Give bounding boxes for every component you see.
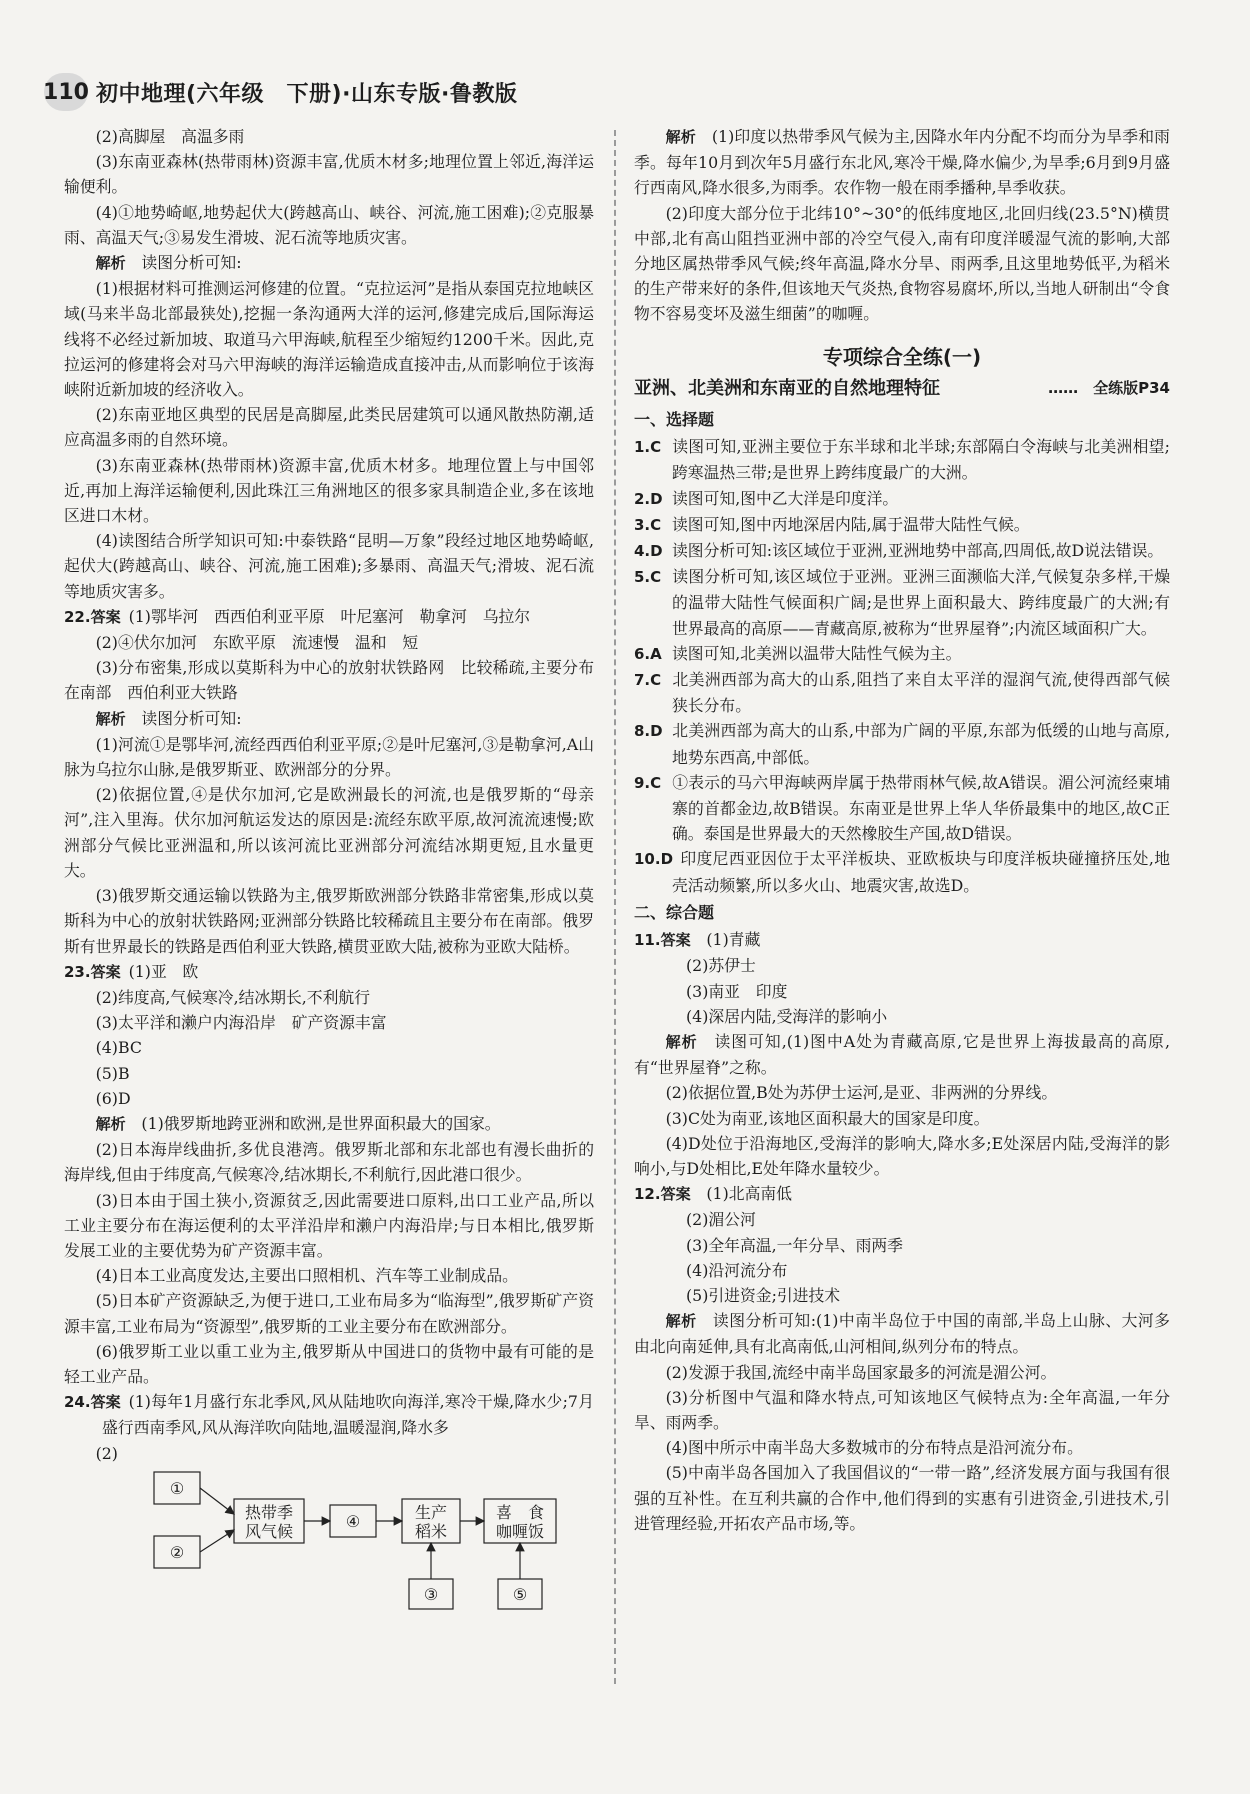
flow-diagram: [144, 1466, 564, 1616]
analysis-line: (4)图中所示中南半岛大多数城市的分布特点是沿河流分布。: [665, 1438, 1083, 1458]
analysis-line: (5)日本矿产资源缺乏,为便于进口,工业布局多为“临海型”,俄罗斯矿产资源丰富,工业布局为“资源型”,俄罗斯的工业主要分布在欧洲部分。: [64, 1291, 594, 1336]
diagram-label-3: ③: [423, 1584, 439, 1604]
diagram-label-climate-1: 热带季: [244, 1502, 294, 1522]
choice-answer: 2.D 读图可知,图中乙大洋是印度洋。: [634, 488, 899, 508]
answer-line: (4)①地势崎岖,地势起伏大(跨越高山、峡谷、河流,施工困难);②克服暴雨、高温天气;③易发生滑坡、泥石流等地质灾害。: [64, 202, 594, 247]
diagram-label-1: ①: [169, 1478, 185, 1498]
part-heading: 二、综合题: [634, 902, 715, 922]
question-number: 22.答案: [64, 607, 121, 626]
analysis-line: (3)东南亚森林(热带雨林)资源丰富,优质木材多。地理位置上与中国邻近,再加上海洋运输便利,因此珠江三角洲地区的很多家具制造企业,多在该地区进口木材。: [64, 455, 594, 526]
analysis-line: (2)依据位置,B处为苏伊士运河,是亚、非两洲的分界线。: [665, 1083, 1058, 1103]
answer-line: (2)纬度高,气候寒冷,结冰期长,不利航行: [95, 987, 370, 1007]
analysis-line: (3)日本由于国土狭小,资源贫乏,因此需要进口原料,出口工业产品,所以工业主要分布在海运便利的太平洋沿岸和濑户内海沿岸;与日本相比,俄罗斯发展工业的主要优势为矿产资源丰富。: [64, 1190, 594, 1260]
diagram-label-4: ④: [345, 1511, 361, 1531]
column-divider: [614, 130, 616, 1684]
analysis-line: (1)河流①是鄂毕河,流经西西伯利亚平原;②是叶尼塞河,③是勒拿河,A山脉为乌拉尔山脉,是俄罗斯亚、欧洲部分的分界。: [64, 734, 594, 780]
analysis-line: (3)分析图中气温和降水特点,可知该地区气候特点为:全年高温,一年分旱、雨两季。: [634, 1387, 1170, 1432]
answer-line: (3)分布密集,形成以莫斯科为中心的放射状铁路网 比较稀疏,主要分布在南部 西伯利亚大铁路: [64, 658, 594, 703]
right-column: [634, 124, 1170, 1536]
page-number: 110: [44, 73, 88, 111]
choice-answer: 3.C 读图可知,图中丙地深居内陆,属于温带大陆性气候。: [634, 514, 1030, 534]
diagram-label-rice-1: 生产: [414, 1502, 448, 1522]
analysis-line: (3)C处为南亚,该地区面积最大的国家是印度。: [665, 1108, 990, 1128]
choice-answer: 6.A 读图可知,北美洲以温带大陆性气候为主。: [634, 643, 962, 663]
analysis-line: (2)印度大部分位于北纬10°~30°的低纬度地区,北回归线(23.5°N)横贯中部,北有高山阻挡亚洲中部的冷空气侵入,南有印度洋暖湿气流的影响,大部分地区属热带季风气候;终年高温,降水分旱、雨两季,且这里地势低平,为稻米的生产带来好的条件,但该地天气炎热,食物容易腐坏,所以,当地人研制出“令食物不容易变坏及滋生细菌”的咖喱。: [634, 203, 1170, 324]
question-23-answer: 23.答案 (1)亚 欧: [64, 961, 199, 981]
analysis-line: (1)根据材料可推测运河修建的位置。“克拉运河”是指从泰国克拉地峡区域(马来半岛北部最狭处),挖掘一条沟通两大洋的运河,修建完成后,国际海运线将不必经过新加坡、取道马六甲海峡,航程至少缩短约1200千米。因此,克拉运河的修建将会对马六甲海峡的海洋运输造成直接冲击,从而影响位于该海峡附近新加坡的经济收入。: [64, 279, 594, 400]
diagram-label-5: ⑤: [512, 1584, 528, 1604]
answer-line: (2)④伏尔加河 东欧平原 流速慢 温和 短: [95, 633, 419, 653]
analysis-line: (4)读图结合所学知识可知:中泰铁路“昆明—万象”段经过地区地势崎岖,起伏大(跨越高山、峡谷、河流,施工困难);多暴雨、高温天气;滑坡、泥石流等地质灾害多。: [64, 531, 594, 601]
left-column: [64, 124, 594, 1616]
answer-line: (4)深居内陆,受海洋的影响小: [686, 1006, 888, 1026]
section-title: 专项综合全练(一): [822, 344, 982, 369]
diagram-label-rice-2: 稻米: [414, 1521, 448, 1541]
choice-answer: 8.D 北美洲西部为高大的山系,中部为广阔的平原,东部为低缓的山地与高原,地势东西高,中部低。: [634, 721, 1170, 767]
workbook-reference: …… 全练版P34: [1048, 378, 1170, 397]
answer-line: (5)B: [95, 1063, 130, 1083]
question-11-answer: 11.答案 (1)青藏: [634, 930, 761, 950]
answer-line: (3)全年高温,一年分旱、雨两季: [686, 1235, 903, 1255]
analysis-line: (2)日本海岸线曲折,多优良港湾。俄罗斯北部和东北部也有漫长曲折的海岸线,但由于纬度高,气候寒冷,结冰期长,不利航行,因此港口很少。: [64, 1140, 594, 1185]
analysis-line: (2)依据位置,④是伏尔加河,它是欧洲最长的河流,也是俄罗斯的“母亲河”,注入里海。伏尔加河航运发达的原因是:流经东欧平原,故河流流速慢;欧洲部分气候比亚洲温和,所以该河流比亚洲部分河流结冰期更短,且水量更大。: [64, 785, 594, 880]
diagram-label-2: ②: [169, 1542, 185, 1562]
answer-line: (4)沿河流分布: [686, 1260, 788, 1280]
arrow-2-climate: [200, 1530, 234, 1552]
analysis-intro: 解析 (1)俄罗斯地跨亚洲和欧洲,是世界面积最大的国家。: [95, 1113, 501, 1133]
analysis-line: (4)D处位于沿海地区,受海洋的影响大,降水多;E处深居内陆,受海洋的影响小,与D处相比,E处年降水量较少。: [634, 1133, 1170, 1178]
analysis-line: (4)日本工业高度发达,主要出口照相机、汽车等工业制成品。: [95, 1266, 518, 1286]
diagram-label-food-2: 咖喱饭: [495, 1521, 545, 1541]
answer-line: (2)苏伊士: [686, 956, 756, 976]
page-header: [44, 72, 517, 112]
choice-answer: 10.D 印度尼西亚因位于太平洋板块、亚欧板块与印度洋板块碰撞挤压处,地壳活动频繁,所以多火山、地震灾害,故选D。: [634, 849, 1170, 895]
analysis-line: (6)俄罗斯工业以重工业为主,俄罗斯从中国进口的货物中最有可能的是轻工业产品。: [64, 1341, 594, 1386]
analysis-line: (2)东南亚地区典型的民居是高脚屋,此类民居建筑可以通风散热防潮,适应高温多雨的自然环境。: [64, 405, 594, 450]
arrow-1-climate: [200, 1488, 234, 1514]
section-subtitle: 亚洲、北美洲和东南亚的自然地理特征 …… 全练版P34: [634, 376, 1170, 401]
analysis-intro: 解析 读图分析可知:: [95, 708, 242, 728]
answer-line: (2): [95, 1443, 118, 1463]
answer-line: (2)湄公河: [686, 1210, 756, 1230]
answer-line: (3)东南亚森林(热带雨林)资源丰富,优质木材多;地理位置上邻近,海洋运输便利。: [64, 152, 594, 197]
choice-answer: 7.C 北美洲西部为高大的山系,阻挡了来自太平洋的湿润气流,使得西部气候狭长分布。: [634, 670, 1170, 716]
part-heading: 一、选择题: [634, 410, 715, 430]
analysis-line: (2)发源于我国,流经中南半岛国家最多的河流是湄公河。: [665, 1362, 1057, 1382]
question-22-answer: 22.答案 (1)鄂毕河 西西伯利亚平原 叶尼塞河 勒拿河 乌拉尔: [64, 604, 594, 630]
analysis-intro: 解析 读图分析可知:(1)中南半岛位于中国的南部,半岛上山脉、大河多由北向南延伸,具有北高南低,山河相间,纵列分布的特点。: [634, 1311, 1170, 1357]
choice-answer: 9.C ①表示的马六甲海峡两岸属于热带雨林气候,故A错误。湄公河流经柬埔寨的首都金边,故B错误。东南亚是世界上华人华侨最集中的地区,故C正确。泰国是世界最大的天然橡胶生产国,故D错误。: [634, 772, 1170, 844]
answer-line: (5)引进资金;引进技术: [686, 1285, 841, 1305]
question-12-answer: 12.答案 (1)北高南低: [634, 1184, 792, 1204]
choice-answer: 5.C 读图分析可知,该区域位于亚洲。亚洲三面濒临大洋,气候复杂多样,干燥的温带大陆性气候面积广阔;是世界上面积最大、跨纬度最广的大洲;有世界最高的高原——青藏高原,被称为“世界屋脊”;内流区域面积广大。: [634, 567, 1170, 638]
analysis-intro: 解析 (1)印度以热带季风气候为主,因降水年内分配不均而分为旱季和雨季。每年10月到次年5月盛行东北风,寒冷干燥,降水偏少,为旱季;6月到9月盛行西南风,降水很多,为雨季。农作物一般在雨季播种,旱季收获。: [634, 127, 1170, 198]
answer-line: (3)南亚 印度: [686, 981, 788, 1001]
analysis-intro: 解析 读图分析可知:: [95, 253, 242, 273]
answer-line: (3)太平洋和濑户内海沿岸 矿产资源丰富: [95, 1013, 387, 1033]
diagram-label-food-1: 喜 食: [495, 1502, 545, 1522]
book-title: 初中地理(六年级 下册)·山东专版·鲁教版: [96, 81, 518, 107]
analysis-line: (5)中南半岛各国加入了我国倡议的“一带一路”,经济发展方面与我国有很强的互补性。在互利共赢的合作中,他们得到的实惠有引进资金,引进技术,引进管理经验,开拓农产品市场,等。: [634, 1463, 1170, 1533]
choice-answer: 1.C 读图可知,亚洲主要位于东半球和北半球;东部隔白令海峡与北美洲相望;跨寒温热三带;是世界上跨纬度最广的大洲。: [634, 437, 1170, 483]
analysis-label: 解析: [95, 254, 126, 273]
question-24-answer: 24.答案 (1)每年1月盛行东北季风,风从陆地吹向海洋,寒冷干燥,降水少;7月盛行西南季风,风从海洋吹向陆地,温暖湿润,降水多: [64, 1392, 594, 1438]
answer-line: (4)BC: [95, 1038, 142, 1058]
analysis-line: (3)俄罗斯交通运输以铁路为主,俄罗斯欧洲部分铁路非常密集,形成以莫斯科为中心的放射状铁路网;亚洲部分铁路比较稀疏且主要分布在南部。俄罗斯有世界最长的铁路是西伯利亚大铁路,横贯亚欧大陆,被称为亚欧大陆桥。: [64, 886, 594, 956]
answer-line: (2)高脚屋 高温多雨: [95, 127, 245, 146]
analysis-intro: 解析 读图可知,(1)图中A处为青藏高原,它是世界上海拔最高的高原,有“世界屋脊”之称。: [634, 1031, 1170, 1078]
choice-answer: 4.D 读图分析可知:该区域位于亚洲,亚洲地势中部高,四周低,故D说法错误。: [634, 541, 1164, 561]
diagram-label-climate-2: 风气候: [244, 1521, 294, 1541]
answer-line: (6)D: [95, 1088, 131, 1108]
